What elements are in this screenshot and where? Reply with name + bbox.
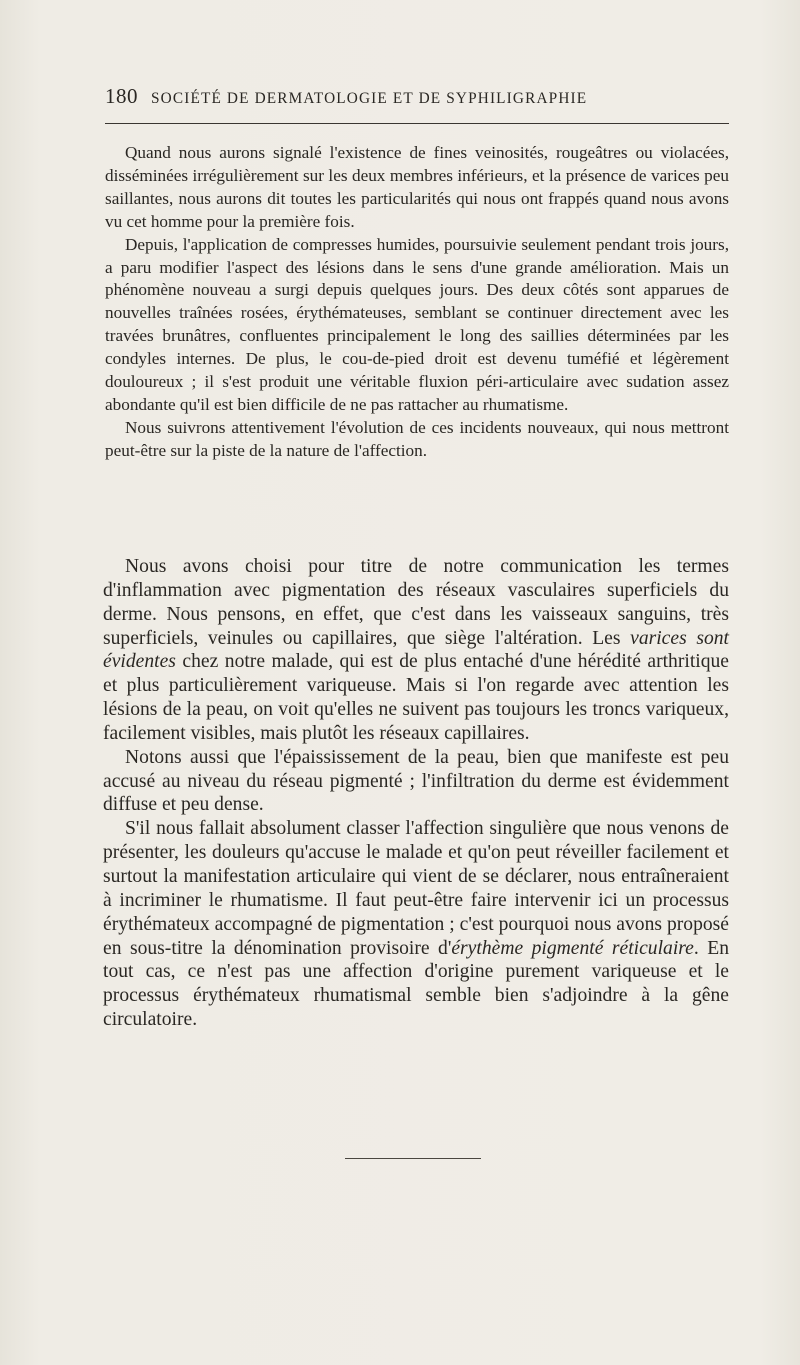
case-report-text [105,142,729,463]
page-header [105,84,729,110]
paragraph: Notons aussi que l'épaississement de la peau, bien que manifeste est peu accusé au niveau du réseau pigmenté ; l'infiltration du derme est évidemment diffuse et peu dense. [103,746,729,816]
italic-phrase: érythème pigmenté réticulaire [451,937,694,959]
text-run: Nous avons choisi pour titre de notre communication les termes d'inflammation avec pigmentation des réseaux vasculaires superficiels du derme. Nous pensons, en effet, que c'est dans les vaisseaux sanguins, très superficiels, veinules ou capillaires, que siège l'altération. Les [103,556,729,649]
section-end-rule [345,1158,481,1159]
text-run: chez notre malade, qui est de plus entaché d'une hérédité arthritique et plus particulièrement variqueuse. Mais si l'on regarde avec attention les lésions de la peau, on voit qu'elles ne suivent pas toujours les troncs variqueux, facilement visibles, mais plutôt les réseaux capillaires. [103,651,729,744]
running-title: SOCIÉTÉ DE DERMATOLOGIE ET DE SYPHILIGRAPHIE [151,90,588,107]
paragraph: Quand nous aurons signalé l'existence de fines veinosités, rougeâtres ou violacées, disséminées irrégulièrement sur les deux membres inférieurs, et la présence de varices peu saillantes, nous aurons dit toutes les particularités qui nous ont frappés quand nous avons vu cet homme pour la première fois. [105,143,729,231]
paragraph [103,555,729,746]
paragraph: Depuis, l'application de compresses humides, poursuivie seulement pendant trois jours, a paru modifier l'aspect des lésions dans le sens d'une grande amélioration. Mais un phénomène nouveau a surgi depuis quelques jours. Des deux côtés sont apparues de nouvelles traînées rosées, érythémateuses, semblant se continuer directement avec les travées brunâtres, confluentes principalement le long des saillies déterminées par les condyles internes. De plus, le cou-de-pied droit est devenu tuméfié et légèrement douloureux ; il s'est produit une véritable fluxion péri-articulaire avec sudation assez abondante qu'il est bien difficile de ne pas rattacher au rhumatisme. [105,234,729,414]
discussion-text [103,555,729,1032]
text-run: S'il nous fallait absolument classer l'affection singulière que nous venons de présenter, les douleurs qu'accuse le malade et qu'on peut réveiller facilement et surtout la manifestation articulaire qui vient de se déclarer, nous entraîneraient à incriminer le rhumatisme. Il faut peut-être faire intervenir ici un processus érythémateux accompagné de pigmentation ; c'est pourquoi nous avons proposé en sous-titre la dénomination provisoire d' [103,818,729,959]
paragraph: Nous suivrons attentivement l'évolution de ces incidents nouveaux, qui nous mettront peut-être sur la piste de la nature de l'affection. [105,417,729,460]
paragraph [103,817,729,1032]
page-number: 180 [105,84,138,108]
italic-phrase: varices sont évidentes [103,627,729,673]
header-rule [105,123,729,124]
text-run: . En tout cas, ce n'est pas une affection d'origine purement variqueuse et le processus érythémateux rhumatismal semble bien s'adjoindre à la gêne circulatoire. [103,937,729,1031]
